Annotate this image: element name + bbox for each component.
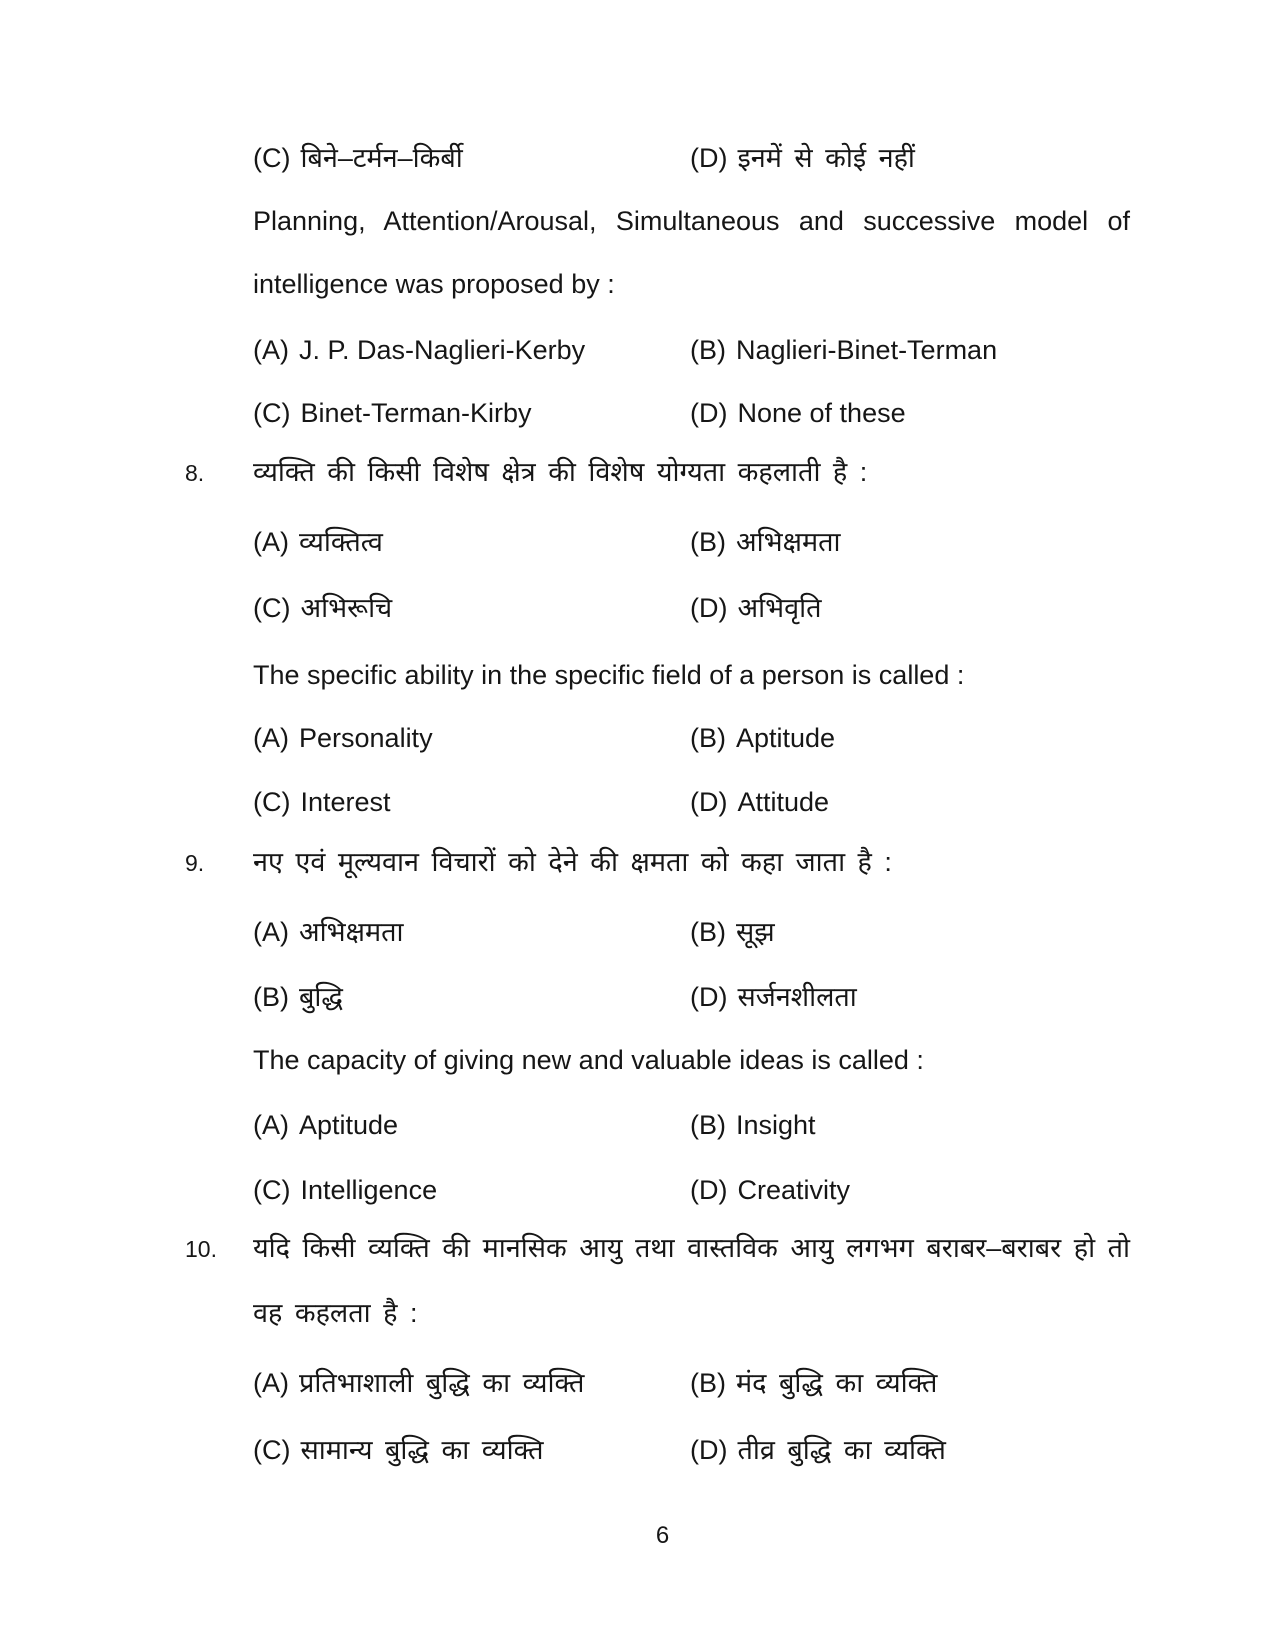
option-text: तीव्र बुद्धि का व्यक्ति (737, 1435, 946, 1465)
option (253, 333, 585, 367)
option-label: (A) (253, 917, 289, 947)
option-label: (A) (253, 527, 289, 557)
option (690, 396, 906, 430)
q7-english-question-line2: intelligence was proposed by : (253, 269, 615, 299)
option (690, 785, 829, 819)
option (253, 721, 433, 755)
option (253, 525, 383, 559)
q9-english-question: The capacity of giving new and valuable ideas is called : (253, 1045, 924, 1075)
option-text: Aptitude (299, 1110, 399, 1140)
option-label: (B) (690, 1110, 726, 1140)
option-label: (A) (253, 1368, 289, 1398)
option (690, 591, 821, 625)
option (253, 396, 532, 430)
option-label: (A) (253, 335, 289, 365)
option-text: None of these (737, 398, 906, 428)
option-label: (D) (690, 398, 728, 428)
option-text: अभिवृति (737, 593, 822, 623)
option-label: (C) (253, 398, 291, 428)
q8-hindi-question (185, 455, 1130, 489)
option-text: Personality (299, 723, 433, 753)
q10-hindi-question-line2: वह कहलता है : (253, 1298, 418, 1328)
q8-english-question: The specific ability in the specific field of a person is called : (253, 660, 965, 690)
option-text: प्रतिभाशाली बुद्धि का व्यक्ति (299, 1368, 585, 1398)
q7-hindi-options-row-cd (253, 141, 1130, 175)
option-label: (D) (690, 1435, 728, 1465)
question-number: 8. (185, 460, 205, 486)
option-text: Interest (300, 787, 391, 817)
option (253, 980, 343, 1014)
option-label: (D) (690, 982, 728, 1012)
option-text: अभिक्षमता (299, 917, 404, 947)
option-text: J. P. Das-Naglieri-Kerby (299, 335, 586, 365)
option (253, 1173, 437, 1207)
option (690, 980, 857, 1014)
option-label: (B) (690, 917, 726, 947)
option-label: (D) (690, 143, 728, 173)
option-text: सामान्य बुद्धि का व्यक्ति (300, 1435, 544, 1465)
option-label: (C) (253, 143, 291, 173)
option (253, 1108, 398, 1142)
option (690, 525, 841, 559)
option-text: अभिरूचि (300, 593, 393, 623)
q7-english-options-row-ab (253, 333, 1130, 367)
option-text: Creativity (737, 1175, 851, 1205)
option-text: Attitude (737, 787, 830, 817)
option-text: Naglieri-Binet-Terman (736, 335, 998, 365)
option (690, 1173, 850, 1207)
q9-hindi-options-row-cd (253, 980, 1130, 1014)
option-text: बिने–टर्मन–किर्बी (300, 143, 463, 173)
option-text: इनमें से कोई नहीं (737, 143, 915, 173)
q10-hindi-options-row-cd (253, 1433, 1130, 1467)
option (253, 1433, 543, 1467)
q10-hindi-question-line1 (185, 1231, 1130, 1265)
option (253, 591, 392, 625)
option-text: Aptitude (736, 723, 836, 753)
option-label: (B) (253, 982, 289, 1012)
option-text: Intelligence (300, 1175, 438, 1205)
option (253, 141, 463, 175)
question-text-hindi: व्यक्ति की किसी विशेष क्षेत्र की विशेष योग्यता कहलाती है : (253, 457, 868, 487)
q8-english-options-row-cd (253, 785, 1130, 819)
option-label: (C) (253, 787, 291, 817)
question-number: 10. (185, 1236, 217, 1262)
q9-english-options-row-ab (253, 1108, 1130, 1142)
option-label: (D) (690, 787, 728, 817)
option-label: (B) (690, 335, 726, 365)
q7-english-question-line1: Planning, Attention/Arousal, Simultaneous and successive model of (253, 206, 1130, 236)
option-label: (C) (253, 593, 291, 623)
option-text: अभिक्षमता (736, 527, 841, 557)
option-label: (B) (690, 1368, 726, 1398)
option-text: Insight (736, 1110, 816, 1140)
option-text: मंद बुद्धि का व्यक्ति (736, 1368, 938, 1398)
question-number: 9. (185, 850, 205, 876)
q8-hindi-options-row-ab (253, 525, 1130, 559)
q9-english-options-row-cd (253, 1173, 1130, 1207)
option-label: (B) (690, 723, 726, 753)
option-label: (A) (253, 723, 289, 753)
option (253, 1366, 584, 1400)
option-label: (B) (690, 527, 726, 557)
option-text: व्यक्तित्व (299, 527, 383, 557)
option (690, 333, 997, 367)
q8-english-options-row-ab (253, 721, 1130, 755)
option (690, 1108, 816, 1142)
option (690, 721, 835, 755)
option-text: Binet-Terman-Kirby (300, 398, 532, 428)
option-text: सूझ (736, 917, 775, 947)
question-text-hindi: नए एवं मूल्यवान विचारों को देने की क्षमता को कहा जाता है : (253, 847, 892, 877)
option (690, 1433, 946, 1467)
question-text-hindi: यदि किसी व्यक्ति की मानसिक आयु तथा वास्तविक आयु लगभग बराबर–बराबर हो तो (253, 1233, 1130, 1263)
option-label: (C) (253, 1435, 291, 1465)
q9-hindi-options-row-ab (253, 915, 1130, 949)
option-text: बुद्धि (299, 982, 343, 1012)
option (690, 1366, 937, 1400)
page-number: 6 (655, 1522, 670, 1549)
option-label: (A) (253, 1110, 289, 1140)
q8-hindi-options-row-cd (253, 591, 1130, 625)
option (253, 915, 404, 949)
option-text: सर्जनशीलता (737, 982, 857, 1012)
option-label: (D) (690, 1175, 728, 1205)
q9-hindi-question (185, 845, 1130, 879)
q7-english-options-row-cd (253, 396, 1130, 430)
option (253, 785, 391, 819)
option-label: (D) (690, 593, 728, 623)
option (690, 141, 915, 175)
option-label: (C) (253, 1175, 291, 1205)
option (690, 915, 775, 949)
q10-hindi-options-row-ab (253, 1366, 1130, 1400)
